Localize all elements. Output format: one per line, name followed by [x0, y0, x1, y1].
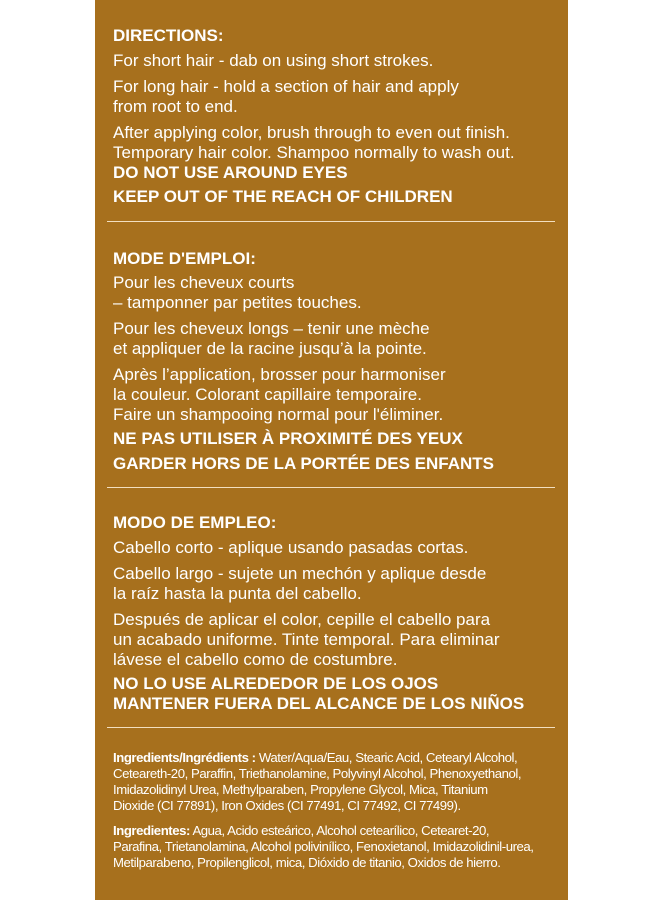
direction-line: la raíz hasta la punta del cabello.	[113, 584, 362, 603]
direction-line: Cabello largo - sujete un mechón y aplique desde	[113, 564, 487, 583]
direction-line: – tamponner par petites touches.	[113, 293, 362, 312]
direction-line: et appliquer de la racine jusqu’à la pointe.	[113, 339, 427, 358]
ingredients-text: Dioxide (CI 77891), Iron Oxides (CI 77491, CI 77492, CI 77499).	[113, 798, 461, 813]
warning-children: KEEP OUT OF THE REACH OF CHILDREN	[113, 187, 453, 206]
direction-line: Cabello corto - aplique usando pasadas cortas.	[113, 538, 469, 557]
ingredients-text: Metilparabeno, Propilenglicol, mica, Dióxido de titanio, Oxidos de hierro.	[113, 855, 501, 870]
ingredients-text: Imidazolidinyl Urea, Methylparaben, Propylene Glycol, Mica, Titanium	[113, 782, 488, 797]
ingredients-es	[113, 823, 559, 871]
direction-line: Después de aplicar el color, cepille el cabello para	[113, 610, 491, 629]
direction-line: Temporary hair color. Shampoo normally to wash out.	[113, 143, 515, 162]
direction-line: un acabado uniforme. Tinte temporal. Para eliminar	[113, 630, 500, 649]
warning-eyes: NO LO USE ALREDEDOR DE LOS OJOS	[113, 674, 439, 693]
section-divider	[107, 487, 555, 488]
warning-children: GARDER HORS DE LA PORTÉE DES ENFANTS	[113, 454, 494, 473]
direction-line: lávese el cabello como de costumbre.	[113, 650, 398, 669]
ingredients-text: Agua, Acido esteárico, Alcohol cetearílico, Cetearet-20,	[189, 823, 490, 838]
direction-line: For short hair - dab on using short strokes.	[113, 51, 434, 70]
directions-heading: DIRECTIONS:	[113, 26, 224, 45]
ingredients-label: Ingredients/Ingrédients :	[113, 750, 256, 765]
directions-section-spanish	[113, 512, 559, 714]
direction-line: Après l’application, brosser pour harmoniser	[113, 365, 446, 384]
ingredients-en-fr	[113, 750, 559, 814]
ingredients-label: Ingredientes:	[113, 823, 190, 838]
direction-line: Faire un shampooing normal pour l'éliminer.	[113, 405, 444, 424]
section-divider	[107, 727, 555, 728]
warning-eyes: NE PAS UTILISER À PROXIMITÉ DES YEUX	[113, 429, 463, 448]
directions-section-english	[113, 25, 559, 207]
directions-section-french	[113, 248, 559, 474]
ingredients-text: Parafina, Trietanolamina, Alcohol polivinílico, Fenoxietanol, Imidazolidinil-urea,	[113, 839, 534, 854]
ingredients-text: Ceteareth-20, Paraffin, Triethanolamine, Polyvinyl Alcohol, Phenoxyethanol,	[113, 766, 522, 781]
product-label-panel	[95, 0, 568, 900]
directions-heading: MODO DE EMPLEO:	[113, 513, 277, 532]
direction-line: Pour les cheveux longs – tenir une mèche	[113, 319, 430, 338]
warning-children: MANTENER FUERA DEL ALCANCE DE LOS NIÑOS	[113, 694, 525, 713]
direction-line: la couleur. Colorant capillaire temporaire.	[113, 385, 422, 404]
direction-line: Pour les cheveux courts	[113, 273, 295, 292]
warning-eyes: DO NOT USE AROUND EYES	[113, 163, 348, 182]
section-divider	[107, 221, 555, 222]
directions-heading: MODE D'EMPLOI:	[113, 249, 256, 268]
ingredients-text: Water/Aqua/Eau, Stearic Acid, Cetearyl Alcohol,	[255, 750, 518, 765]
direction-line: from root to end.	[113, 97, 238, 116]
direction-line: For long hair - hold a section of hair and apply	[113, 77, 459, 96]
direction-line: After applying color, brush through to even out finish.	[113, 123, 510, 142]
